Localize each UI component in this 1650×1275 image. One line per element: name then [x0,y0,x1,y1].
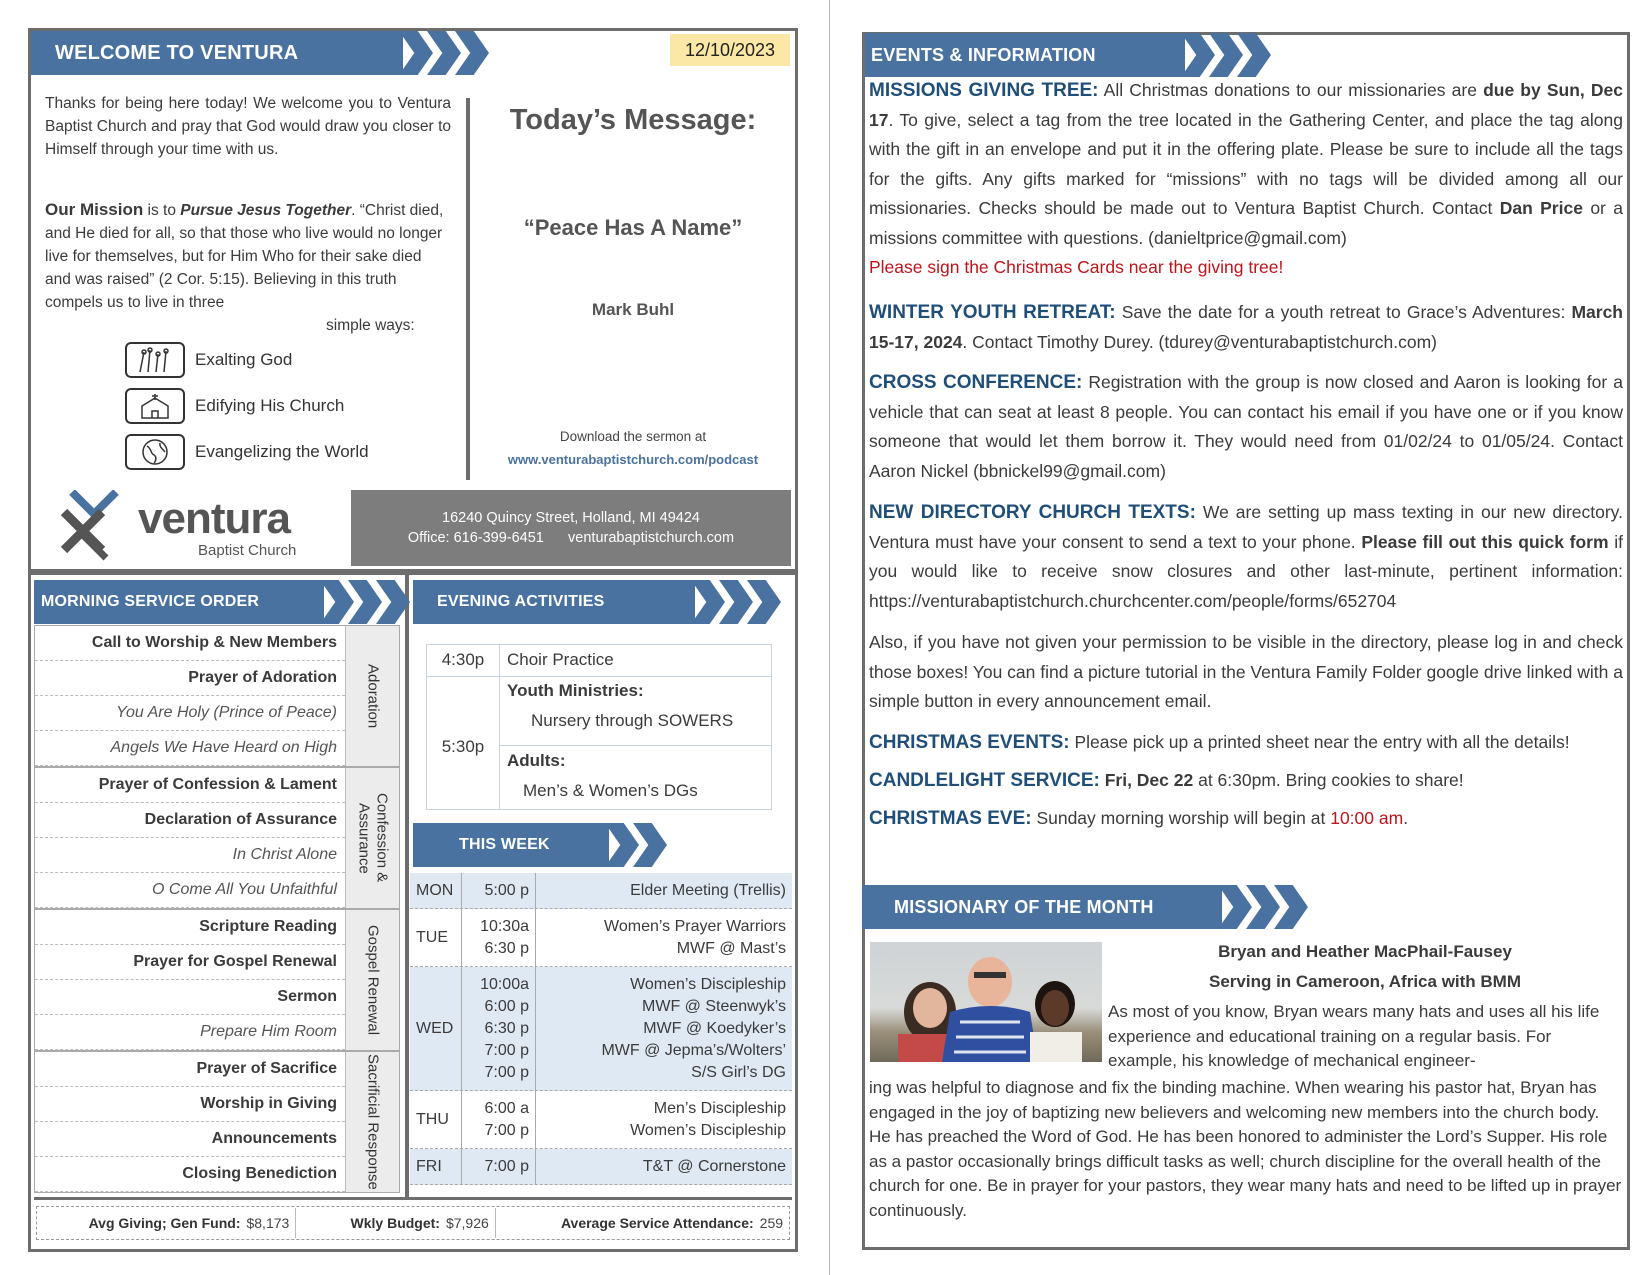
sermon-download-text: Download the sermon at [559,429,707,444]
schedule-divider [405,572,409,1197]
contact-box [351,490,791,566]
service-item: Prayer for Gospel Renewal [35,945,345,980]
service-item: Scripture Reading [35,910,345,945]
event-date: March 15-17, 2024 [869,302,1623,352]
service-group [34,1051,400,1193]
missionary-text-top: As most of you know, Bryan wears many hats and uses all his life experience and educational training on a regular basis. For example, his knowledge of mechanical engineer- [1108,1002,1600,1070]
event-callout: Please fill out this quick form [1361,531,1609,552]
event-heading: CANDLELIGHT SERVICE: [869,770,1100,791]
event-text: Also, if you have not given your permission to be visible in the directory, please log in and check those boxes! You can find a picture tutorial in the Ventura Family Folder google drive linked with a simple button in every announcement email. [869,632,1623,711]
service-group [34,909,400,1051]
service-section-label [345,910,399,1050]
event-text: at 6:30pm. Bring cookies to share! [1193,770,1464,790]
chevron-right-icon [691,580,725,624]
adults-label: Adults: [507,751,566,770]
week-event: MWF @ Koedyker’s [643,1019,786,1037]
stat-label: Avg Giving; Gen Fund: [88,1215,241,1231]
event-text: if you would like to receive snow closures and other last-minute, pertinent information: https://venturabaptistchurch.churchcenter.com/people/forms/652704 [869,531,1623,611]
service-section-label-text: Sacrificial Response [364,1054,382,1190]
service-item: Prayer of Sacrifice [35,1052,345,1087]
stat-giving [37,1208,296,1238]
event-heading: NEW DIRECTORY CHURCH TEXTS: [869,502,1196,523]
event-note: Please sign the Christmas Cards near the giving tree! [869,257,1284,277]
week-day: TUE [410,909,462,966]
event-heading: CROSS CONFERENCE: [869,372,1083,393]
missionary-photo [870,942,1102,1062]
office-phone: Office: 616-399-6451 [407,530,544,546]
evening-row-choir [427,645,771,677]
event-deadline: due by Sun, Dec 17 [869,80,1623,130]
chevron-right-icon [1218,885,1252,929]
week-time: 7:00 p [484,1041,529,1059]
service-item: O Come All You Unfaithful [35,873,345,908]
week-times [462,873,536,908]
week-day: FRI [410,1149,462,1184]
evening-activities-table [426,644,772,810]
ventura-logo [58,490,308,562]
event-directory-texts [869,498,1623,616]
adults-detail: Men’s & Women’s DGs [523,781,698,800]
stat-value: $8,173 [246,1215,290,1231]
week-day: MON [410,873,462,908]
missionary-names: Bryan and Heather MacPhail-Fausey [1218,942,1512,961]
week-event: Elder Meeting (Trellis) [630,881,786,899]
message-divider [466,98,470,480]
service-item: Call to Worship & New Members [35,626,345,661]
sermon-speaker: Mark Buhl [591,300,675,319]
service-section-label [345,626,399,766]
week-row [410,873,792,909]
week-event: MWF @ Mast’s [676,939,786,957]
service-order-header-label: MORNING SERVICE ORDER [34,580,324,624]
week-row [410,909,792,967]
event-text: All Christmas donations to our missionaries are [1098,80,1484,100]
week-events [536,1149,792,1184]
church-website[interactable]: venturabaptistchurch.com [568,530,735,546]
event-text: Please pick up a printed sheet near the entry with all the details! [1069,732,1570,752]
event-text: . To give, select a tag from the tree located in the Gathering Center, and place the tag along with the gift in an envelope and put it in the offering plate. Please be sure to include all the tags for the gifts. Any gifts marked for “missions” with no tags will be divided among all our missionaries. Checks should be made out to Ventura Baptist Church. Contact [869,109,1623,218]
stats-row [36,1206,790,1240]
chevron-right-icon [605,823,639,867]
welcome-intro: Thanks for being here today! We welcome you to Ventura Baptist Church and pray that God would draw you closer to Himself through your time with us. [45,95,451,158]
events-header-label: EVENTS & INFORMATION [865,33,1185,77]
this-week-header [413,823,667,867]
service-items [35,1052,345,1192]
youth-ministries-label: Youth Ministries: [507,681,644,700]
service-item: Announcements [35,1122,345,1157]
service-item: Sermon [35,980,345,1015]
missionary-location: Serving in Cameroon, Africa with BMM [1208,972,1522,991]
event-text: Save the date for a youth retreat to Grace’s Adventures: [1115,302,1572,322]
mission-statement [45,198,451,314]
week-times [462,967,536,1090]
service-items [35,910,345,1050]
logo-wordmark: ventura [138,494,290,543]
week-row [410,1091,792,1149]
church-address: 16240 Quincy Street, Holland, MI 49424 [442,510,700,526]
event-heading: MISSIONS GIVING TREE: [869,80,1099,101]
service-item: Declaration of Assurance [35,803,345,838]
week-events [536,873,792,908]
podcast-link[interactable]: www.venturabaptistchurch.com/podcast [507,452,759,467]
service-items [35,768,345,908]
week-event: T&T @ Cornerstone [642,1157,786,1175]
service-section-label [345,1052,399,1192]
missionary-header [862,885,1308,929]
week-time: 7:00 p [484,1063,529,1081]
mission-end: simple ways: [326,317,415,334]
week-time: 10:30a [480,917,529,935]
stat-label: Average Service Attendance: [560,1215,754,1231]
page-fold-line [829,0,830,1275]
event-winter-youth-retreat [869,298,1623,357]
stat-attendance [496,1208,789,1238]
week-events [536,909,792,966]
events-header [865,33,1271,77]
week-times [462,1091,536,1148]
event-text: Registration with the group is now closed and Aaron is looking for a vehicle that can seat at least 8 people. You can contact his email if you have one or if you know someone that would let them borrow it. They would need from 01/02/24 to 01/05/24. Contact Aaron Nickel (bbnickel99@gmail.com) [869,372,1623,481]
missionary-header-label: MISSIONARY OF THE MONTH [862,885,1222,929]
week-time: 7:00 p [484,1121,529,1139]
way-label: Exalting God [195,350,293,369]
service-item: In Christ Alone [35,838,345,873]
event-time: 10:00 am [1330,808,1404,828]
event-date: Fri, Dec 22 [1099,770,1194,790]
ventura-x-mark-icon [58,490,148,562]
way-edifying [125,388,344,424]
event-text: . Contact Timothy Durey. (tdurey@venturabaptistchurch.com) [962,331,1437,352]
week-time: 6:00 a [484,1099,529,1117]
stat-value: $7,926 [445,1215,489,1231]
week-event: Women’s Discipleship [630,1121,786,1139]
event-missions-giving-tree [869,76,1623,283]
week-event: Women’s Discipleship [630,975,786,993]
week-event: MWF @ Steenwyk’s [642,997,786,1015]
service-section-label-text: Adoration [364,663,382,729]
service-section-label-text: Confession & Assurance [355,793,391,883]
event-christmas-events [869,728,1623,758]
evening-time-col-line [499,645,500,809]
missionary-text-bottom: ing was helpful to diagnose and fix the binding machine. When wearing his pastor hat, Bryan has engaged in the joy of baptizing new believers and welcoming new members into the church body. He has preached the Word of God. He has been honored to administer the Lord’s Supper. His role as a pastor occasionally brings difficult tasks as well; church discipline for the overall health of the church for one. Be in prayer for your pastors, they wear many hats and need to be lifted up in prayer continuously. [869,1078,1622,1220]
evening-time: 4:30p [441,650,485,669]
evening-activities-header [413,580,781,624]
chevron-right-icon [320,580,354,624]
contact-line [351,528,791,548]
week-events [536,967,792,1090]
message-title: Today’s Message: [509,104,757,136]
service-item: Prepare Him Room [35,1015,345,1050]
service-item: Closing Benediction [35,1157,345,1192]
evening-time: 5:30p [441,737,485,756]
mission-label: Our Mission [45,200,144,219]
week-times [462,1149,536,1184]
stat-budget [296,1208,495,1238]
week-row [410,967,792,1091]
service-item: Worship in Giving [35,1087,345,1122]
worship-hands-icon [125,342,185,378]
youth-ministries-detail: Nursery through SOWERS [531,711,734,730]
service-section-label [345,768,399,908]
stat-value: 259 [759,1215,784,1231]
week-event: MWF @ Jepma’s/Wolters’ [601,1041,786,1059]
bulletin-date: 12/10/2023 [670,34,790,66]
logo-subtitle: Baptist Church [198,542,297,559]
service-item: Prayer of Confession & Lament [35,768,345,803]
welcome-header-label: WELCOME TO VENTURA [31,31,403,75]
week-event: Men’s Discipleship [653,1099,786,1117]
service-item: You Are Holy (Prince of Peace) [35,696,345,731]
event-text: or a missions committee with questions. (danieltprice@gmail.com) [869,198,1623,248]
service-item: Angels We Have Heard on High [35,731,345,766]
event-directory-permission [869,628,1623,717]
event-text: Sunday morning worship will begin at [1031,808,1331,828]
globe-icon [125,434,185,470]
mission-motto: Pursue Jesus Together [180,202,352,219]
evening-activity: Choir Practice [507,650,614,669]
mission-text: . “Christ died, and He died for all, so that those who live would no longer live for themselves, but for Him Who for their sake died and was raised” (2 Cor. 5:15). Believing in this truth compels us to live in three [45,202,444,311]
event-heading: WINTER YOUTH RETREAT: [869,302,1116,323]
chevron-right-icon [399,31,433,75]
evening-row-divider [500,745,771,746]
week-day: THU [410,1091,462,1148]
service-item: Prayer of Adoration [35,661,345,696]
service-group [34,767,400,909]
service-order-header [34,580,410,624]
week-day: WED [410,967,462,1090]
week-event: Women’s Prayer Warriors [604,917,786,935]
event-heading: CHRISTMAS EVENTS: [869,732,1070,753]
way-label: Evangelizing the World [195,442,369,461]
event-text: We are setting up mass texting in our new directory. Ventura must have your consent to send a text to your phone. [869,502,1623,552]
way-label: Edifying His Church [195,396,345,415]
service-group [34,625,400,767]
way-evangelizing [125,434,369,470]
week-time: 10:00a [480,975,529,993]
service-items [35,626,345,766]
week-time: 6:30 p [484,939,529,957]
event-cross-conference [869,368,1623,486]
week-row [410,1149,792,1185]
event-christmas-eve [869,804,1623,834]
chevron-right-icon [1181,33,1215,77]
week-time: 6:00 p [484,997,529,1015]
stat-label: Wkly Budget: [350,1215,440,1231]
event-heading: CHRISTMAS EVE: [869,808,1032,829]
service-section-label-text: Gospel Renewal [364,924,382,1036]
mission-is: is to [143,202,181,219]
week-time: 5:00 p [484,881,529,899]
sermon-title: “Peace Has A Name” [523,215,743,240]
evening-activities-header-label: EVENING ACTIVITIES [413,580,695,624]
event-contact: Dan Price [1499,198,1583,218]
welcome-header [31,31,489,75]
church-icon [125,388,185,424]
week-times [462,909,536,966]
week-events [536,1091,792,1148]
way-exalting [125,342,292,378]
event-text: . [1403,808,1409,828]
week-time: 7:00 p [484,1157,529,1175]
this-week-header-label: THIS WEEK [413,823,609,867]
week-time: 6:30 p [484,1019,529,1037]
event-candlelight-service [869,766,1623,796]
week-event: S/S Girl’s DG [691,1063,786,1081]
